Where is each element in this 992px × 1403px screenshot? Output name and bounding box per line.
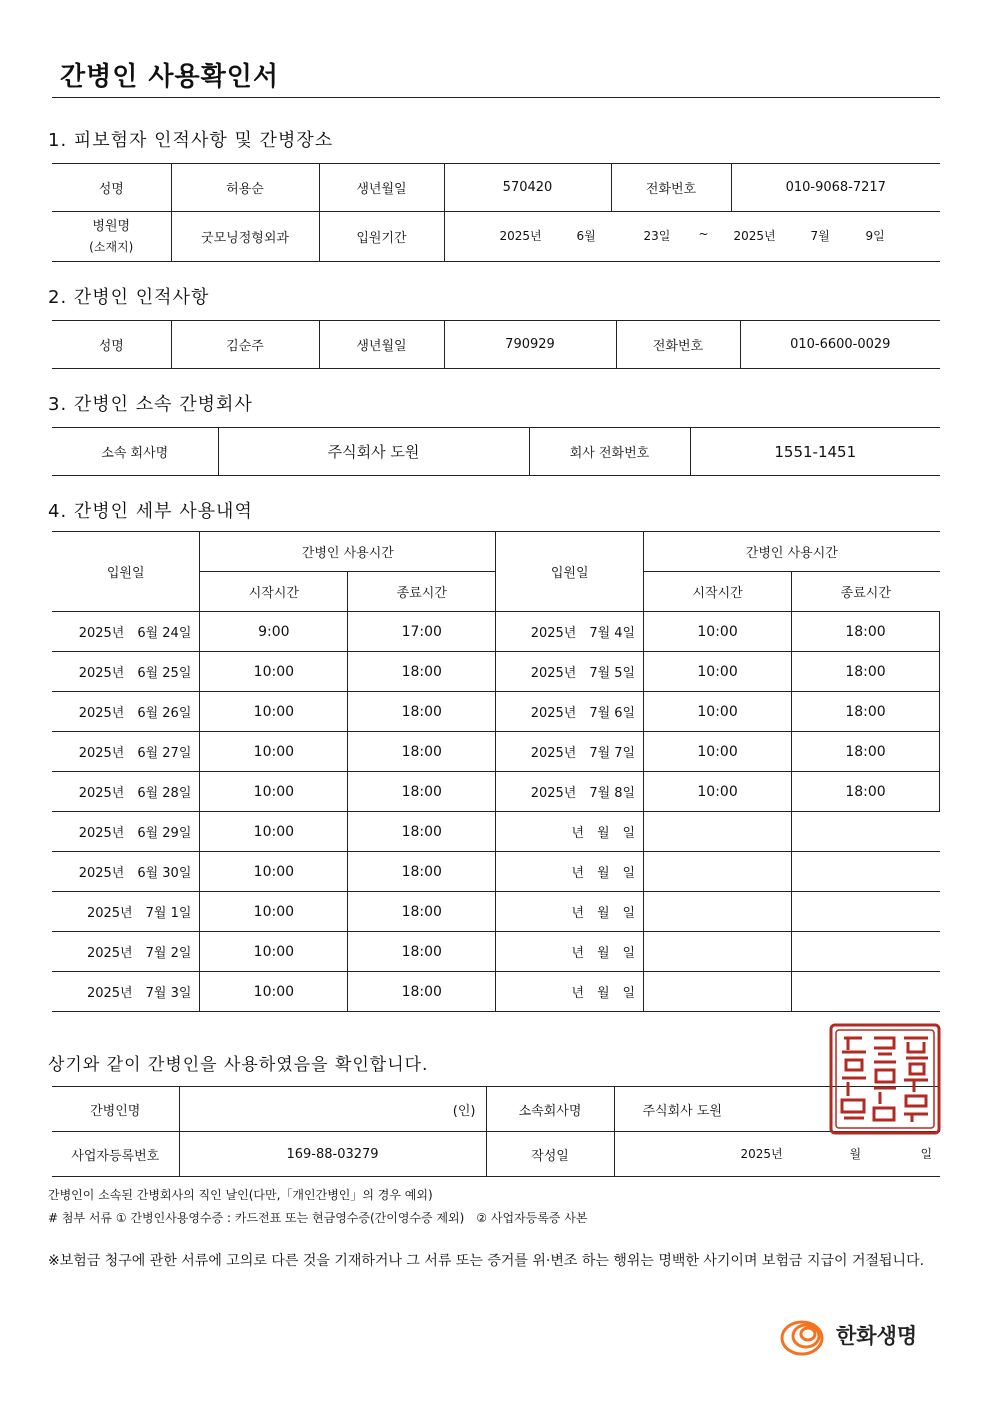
insured-phone-label: 전화번호 — [611, 164, 731, 212]
right-date: 2025년 7월 6일 — [496, 692, 644, 732]
left-date: 2025년 6월 26일 — [52, 692, 200, 732]
written-month: 월 — [849, 1147, 862, 1161]
left-start: 10:00 — [200, 732, 348, 772]
insured-name-label: 성명 — [52, 164, 171, 212]
period-to-month: 7월 — [810, 228, 830, 243]
right-end: 18:00 — [792, 732, 940, 772]
company-phone: 1551-1451 — [690, 428, 940, 476]
right-date: 년 월 일 — [496, 972, 644, 1012]
left-start: 10:00 — [200, 892, 348, 932]
right-start: 10:00 — [644, 612, 792, 652]
table-row — [52, 932, 940, 972]
left-end: 18:00 — [348, 972, 496, 1012]
left-date: 2025년 7월 3일 — [52, 972, 200, 1012]
period-label: 입원기간 — [319, 212, 444, 262]
caregiver-name: 김순주 — [171, 321, 319, 369]
brand-logo — [778, 1312, 917, 1358]
insured-birth: 570420 — [444, 164, 611, 212]
right-start: 10:00 — [644, 652, 792, 692]
right-start: 10:00 — [644, 732, 792, 772]
right-end: 18:00 — [792, 772, 940, 812]
period-from-year: 2025년 — [499, 228, 542, 243]
right-date: 년 월 일 — [496, 892, 644, 932]
company-name-label: 소속 회사명 — [52, 428, 218, 476]
left-end: 17:00 — [348, 612, 496, 652]
left-start: 10:00 — [200, 692, 348, 732]
section-4-heading: 4. 간병인 세부 사용내역 — [48, 501, 253, 522]
right-date: 년 월 일 — [496, 932, 644, 972]
insured-name: 허용순 — [171, 164, 319, 212]
right-end — [792, 972, 940, 1012]
right-start — [644, 892, 792, 932]
right-date: 2025년 7월 8일 — [496, 772, 644, 812]
left-end: 18:00 — [348, 732, 496, 772]
written-date — [614, 1132, 940, 1177]
left-end: 18:00 — [348, 812, 496, 852]
hanwha-logo-icon — [778, 1312, 830, 1358]
left-start: 10:00 — [200, 652, 348, 692]
col-start-right: 시작시간 — [644, 572, 792, 612]
left-end: 18:00 — [348, 932, 496, 972]
left-start: 10:00 — [200, 812, 348, 852]
caregiver-birth-label: 생년월일 — [319, 321, 444, 369]
right-start: 10:00 — [644, 692, 792, 732]
right-end — [792, 852, 940, 892]
right-date: 2025년 7월 4일 — [496, 612, 644, 652]
col-start-left: 시작시간 — [200, 572, 348, 612]
table-row — [52, 652, 940, 692]
left-end: 18:00 — [348, 652, 496, 692]
period-from-day: 23일 — [643, 228, 671, 243]
period-to-day: 9일 — [865, 228, 885, 243]
table-row — [52, 812, 940, 852]
table-row — [52, 892, 940, 932]
left-date: 2025년 6월 30일 — [52, 852, 200, 892]
right-end: 18:00 — [792, 692, 940, 732]
left-date: 2025년 7월 2일 — [52, 932, 200, 972]
section-2-heading: 2. 간병인 인적사항 — [48, 287, 210, 308]
brand-name: 한화생명 — [836, 1324, 918, 1348]
table-row — [52, 852, 940, 892]
left-end: 18:00 — [348, 892, 496, 932]
caregiver-phone: 010-6600-0029 — [740, 321, 940, 369]
caregiver-name-label: 성명 — [52, 321, 171, 369]
left-start: 10:00 — [200, 852, 348, 892]
company-phone-label: 회사 전화번호 — [529, 428, 690, 476]
table-row — [52, 612, 940, 652]
insured-birth-label: 생년월일 — [319, 164, 444, 212]
bizno-label: 사업자등록번호 — [52, 1132, 179, 1177]
col-admission-right: 입원일 — [496, 532, 644, 612]
seal-mark: (인) — [179, 1087, 486, 1132]
left-date: 2025년 6월 24일 — [52, 612, 200, 652]
left-end: 18:00 — [348, 852, 496, 892]
right-date: 2025년 7월 5일 — [496, 652, 644, 692]
left-date: 2025년 6월 29일 — [52, 812, 200, 852]
col-end-right: 종료시간 — [792, 572, 940, 612]
right-end: 18:00 — [792, 652, 940, 692]
right-start — [644, 972, 792, 1012]
confirmation-table — [52, 1086, 940, 1177]
section-3-heading: 3. 간병인 소속 간병회사 — [48, 394, 253, 415]
table-row — [52, 972, 940, 1012]
company-seal-stamp — [828, 1022, 942, 1136]
period-to-year: 2025년 — [733, 228, 776, 243]
page-title: 간병인 사용확인서 — [60, 62, 279, 92]
bizno: 169-88-03279 — [179, 1132, 486, 1177]
col-usage-right: 간병인 사용시간 — [644, 532, 940, 572]
col-usage-left: 간병인 사용시간 — [200, 532, 496, 572]
note-seal: 간병인이 소속된 간병회사의 직인 날인(다만,「개인간병인」의 경우 예외) — [48, 1188, 433, 1202]
company-name: 주식회사 도원 — [218, 428, 529, 476]
col-admission-left: 입원일 — [52, 532, 200, 612]
right-date: 년 월 일 — [496, 812, 644, 852]
left-date: 2025년 7월 1일 — [52, 892, 200, 932]
right-date: 2025년 7월 7일 — [496, 732, 644, 772]
title-divider — [52, 97, 940, 98]
caregiver-phone-label: 전화번호 — [616, 321, 740, 369]
period-from-month: 6월 — [576, 228, 596, 243]
confirmation-statement: 상기와 같이 간병인을 사용하였음을 확인합니다. — [48, 1055, 429, 1075]
company-label-2: 소속회사명 — [486, 1087, 614, 1132]
left-end: 18:00 — [348, 772, 496, 812]
right-start — [644, 932, 792, 972]
company-info-table — [52, 427, 940, 476]
insured-phone: 010-9068-7217 — [731, 164, 940, 212]
insured-info-table — [52, 163, 940, 262]
right-start — [644, 852, 792, 892]
left-start: 9:00 — [200, 612, 348, 652]
left-date: 2025년 6월 25일 — [52, 652, 200, 692]
left-date: 2025년 6월 28일 — [52, 772, 200, 812]
table-row — [52, 772, 940, 812]
caregiver-name-label-2: 간병인명 — [52, 1087, 179, 1132]
left-end: 18:00 — [348, 692, 496, 732]
col-end-left: 종료시간 — [348, 572, 496, 612]
left-start: 10:00 — [200, 772, 348, 812]
right-start — [644, 812, 792, 852]
note-attachments: # 첨부 서류 ① 간병인사용영수증 : 카드전표 또는 현금영수증(간이영수증 제외) ② 사업자등록증 사본 — [48, 1211, 588, 1225]
left-start: 10:00 — [200, 932, 348, 972]
hospital-label — [52, 212, 171, 262]
left-start: 10:00 — [200, 972, 348, 1012]
written-day: 일 — [920, 1147, 933, 1161]
right-end: 18:00 — [792, 612, 940, 652]
written-year: 2025년 — [740, 1147, 783, 1161]
company-name-2: 주식회사 도원 — [614, 1087, 940, 1132]
caregiver-birth: 790929 — [444, 321, 616, 369]
hospital-label-sub: (소재지) — [89, 239, 134, 254]
left-date: 2025년 6월 27일 — [52, 732, 200, 772]
hospital-label-main: 병원명 — [92, 218, 131, 234]
hospital-name: 굿모닝정형외과 — [171, 212, 319, 262]
right-end — [792, 812, 940, 852]
right-start: 10:00 — [644, 772, 792, 812]
right-date: 년 월 일 — [496, 852, 644, 892]
right-end — [792, 892, 940, 932]
usage-detail-table — [52, 531, 940, 1012]
table-row — [52, 692, 940, 732]
right-end — [792, 932, 940, 972]
caregiver-info-table — [52, 320, 940, 369]
period-separator: ~ — [698, 226, 709, 241]
admission-period — [444, 212, 940, 262]
table-row — [52, 732, 940, 772]
note-warning: ※보험금 청구에 관한 서류에 고의로 다른 것을 기재하거나 그 서류 또는 증거를 위·변조 하는 행위는 명백한 사기이며 보험금 지급이 거절됩니다. — [48, 1253, 925, 1269]
section-1-heading: 1. 피보험자 인적사항 및 간병장소 — [48, 130, 334, 151]
written-date-label: 작성일 — [486, 1132, 614, 1177]
